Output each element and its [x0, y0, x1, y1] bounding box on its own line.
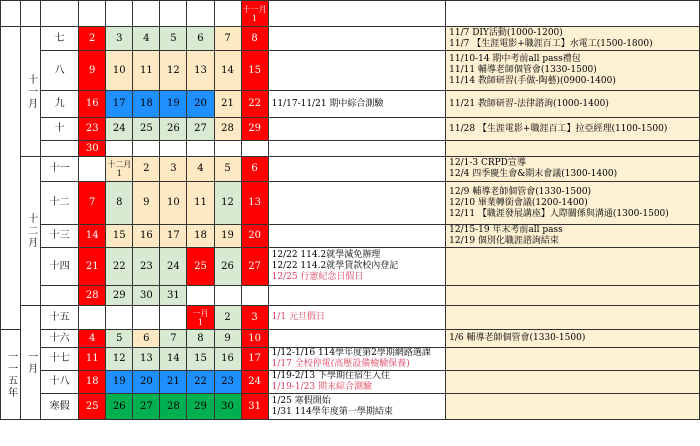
right-notes: [446, 225, 700, 248]
right-note: 12/1-3 CRPD宣導: [449, 158, 526, 168]
right-note: 1/6 輔導老師個管會(1330-1500): [449, 333, 586, 343]
day-cell: 28: [160, 394, 187, 420]
mid-note: 12/22 114.2就學減免辦理: [271, 250, 381, 260]
day-cell: 15: [187, 348, 214, 371]
day-cell: 25: [187, 248, 214, 286]
month-label-dec: 十二月: [21, 157, 41, 306]
right-notes-header: [446, 1, 700, 27]
day-cell: 16: [133, 225, 160, 248]
day-header: [214, 1, 241, 27]
day-cell: 7: [79, 182, 106, 225]
right-note: 11/21 教師研習-法律諮詢(1000-1400): [449, 98, 609, 109]
day-cell: 23: [214, 371, 241, 394]
day-cell: 3: [106, 27, 133, 51]
week-label: 十五: [41, 306, 79, 330]
right-notes: [446, 27, 700, 51]
mid-notes: [268, 248, 446, 286]
right-note: 11/7 【生涯電影+職涯百工】水電工(1500-1800): [449, 38, 653, 49]
year-label: 一一五年: [1, 330, 21, 420]
month-label-jan: 一月: [21, 306, 41, 420]
day-cell: 24: [106, 118, 133, 141]
week-label: 七: [41, 27, 79, 51]
day-cell: 15: [106, 225, 133, 248]
day-cell: [187, 306, 214, 330]
right-note: 12/19 個別化職涯諮詢結束: [449, 236, 559, 246]
week-row: [1, 51, 700, 91]
day-cell: 7: [214, 27, 241, 51]
day-cell: 27: [133, 394, 160, 420]
day-cell: [133, 141, 160, 157]
day-cell: 30: [79, 141, 106, 157]
week-row: [1, 27, 700, 51]
day-cell: 24: [241, 371, 268, 394]
day-cell: 28: [79, 286, 106, 306]
mid-notes: [268, 91, 446, 118]
day-header: [133, 1, 160, 27]
right-note: 12/4 四季慶生會&期末會議(1300-1400): [449, 169, 618, 179]
day-cell: 4: [133, 27, 160, 51]
week-header: [41, 1, 79, 27]
week-label: 十四: [41, 248, 79, 286]
week-row: [1, 118, 700, 141]
day-header: [160, 1, 187, 27]
day-cell: 6: [241, 157, 268, 182]
day-cell: [79, 157, 106, 182]
day-cell: [106, 141, 133, 157]
day-cell: 26: [214, 248, 241, 286]
day-cell: 17: [106, 91, 133, 118]
right-notes: [446, 91, 700, 118]
day-cell: 29: [106, 286, 133, 306]
week-row: [1, 348, 700, 371]
week-row: [1, 91, 700, 118]
day-header: [79, 1, 106, 27]
day-cell: 12: [214, 182, 241, 225]
day-cell: 22: [241, 91, 268, 118]
mid-note: 1/31 114學年度第一學期結束: [271, 406, 393, 417]
right-notes: [446, 157, 700, 182]
day-header: [187, 1, 214, 27]
day-cell: 21: [214, 91, 241, 118]
day-cell: 19: [106, 371, 133, 394]
mid-notes: [268, 330, 446, 348]
day-cell: 8: [187, 330, 214, 348]
day-cell: 20: [133, 371, 160, 394]
day-cell: 11: [187, 182, 214, 225]
day-cell: 12: [106, 348, 133, 371]
day-cell: 25: [79, 394, 106, 420]
day-cell: 16: [79, 91, 106, 118]
day-cell: 3: [160, 157, 187, 182]
day-cell: 8: [106, 182, 133, 225]
day-cell: 6: [133, 330, 160, 348]
right-note: 11/10-14 期中考前all pass禮包: [449, 54, 581, 64]
day-cell: 18: [79, 371, 106, 394]
mid-notes: [268, 182, 446, 225]
marker-day: 1: [252, 13, 258, 23]
mid-notes: [268, 371, 446, 394]
week-label: 十七: [41, 348, 79, 371]
day-cell: 3: [241, 306, 268, 330]
week-label: 十八: [41, 371, 79, 394]
day-cell: [241, 286, 268, 306]
right-notes: [446, 141, 700, 157]
week-row: [1, 371, 700, 394]
day-cell: 14: [160, 348, 187, 371]
right-notes: [446, 306, 700, 330]
mid-note: 1/12-1/16 114學年度第2學期網路選課: [271, 348, 431, 358]
right-notes: [446, 394, 700, 420]
mid-notes: [268, 286, 446, 306]
mid-note: 1/19-1/23 期末綜合測驗: [271, 382, 372, 392]
right-notes: [446, 182, 700, 225]
day-cell: 23: [79, 118, 106, 141]
week-row: [1, 394, 700, 420]
week-label: 十三: [41, 225, 79, 248]
day-cell: 28: [214, 118, 241, 141]
day-cell: [214, 286, 241, 306]
mid-notes: [268, 394, 446, 420]
right-notes: [446, 330, 700, 348]
day-cell: 26: [106, 394, 133, 420]
day-cell: 31: [241, 394, 268, 420]
week-label: 十二: [41, 182, 79, 225]
day-cell: [241, 141, 268, 157]
mid-note: 1/19-2/13 下學期住宿生入住: [271, 371, 390, 381]
day-cell: 12: [160, 51, 187, 91]
day-header: [106, 1, 133, 27]
week-row: [1, 248, 700, 286]
week-row: [1, 157, 700, 182]
mid-notes: [268, 141, 446, 157]
day-cell: 25: [133, 118, 160, 141]
day-cell: 2: [133, 157, 160, 182]
day-cell: 4: [79, 330, 106, 348]
day-cell: 8: [241, 27, 268, 51]
day-cell: 13: [133, 348, 160, 371]
right-note: 12/9 輔導老師個管會(1330-1500): [449, 186, 592, 197]
day-cell: [160, 141, 187, 157]
day-cell: 5: [214, 157, 241, 182]
day-cell: [214, 141, 241, 157]
day-cell: 13: [241, 182, 268, 225]
right-note: 11/28 【生涯電影+職涯百工】拉亞經理(1100-1500): [449, 123, 668, 134]
day-cell: [106, 306, 133, 330]
day-cell: 29: [241, 118, 268, 141]
year-column-blank: [1, 27, 21, 330]
week-row: [1, 141, 700, 157]
day-cell: 9: [214, 330, 241, 348]
day-number: 1: [116, 169, 122, 178]
day-cell: 14: [214, 51, 241, 91]
year-column-spacer: [1, 1, 21, 27]
week-row: [1, 306, 700, 330]
right-notes: [446, 348, 700, 371]
right-notes: [446, 371, 700, 394]
day-cell: [133, 306, 160, 330]
day-month-marker: 十二月: [107, 160, 132, 169]
right-note: 11/14 教師研習(手做-陶藝)(0900-1400): [449, 76, 616, 86]
day-cell: [160, 306, 187, 330]
top-month-marker: [241, 1, 268, 27]
day-cell: 29: [187, 394, 214, 420]
day-cell: 7: [160, 330, 187, 348]
week-row: [1, 330, 700, 348]
day-cell: 30: [214, 394, 241, 420]
month-label-nov: 十一月: [21, 27, 41, 157]
day-cell: 21: [160, 371, 187, 394]
week-row: [1, 182, 700, 225]
mid-note: 12/25 行憲紀念日假日: [271, 272, 364, 282]
day-number: 1: [197, 317, 204, 327]
marker-month: 十一月: [242, 4, 267, 14]
day-cell: 18: [133, 91, 160, 118]
day-cell: [106, 157, 133, 182]
day-cell: 2: [79, 27, 106, 51]
day-cell: 10: [106, 51, 133, 91]
day-cell: 20: [241, 225, 268, 248]
week-label: 十六: [41, 330, 79, 348]
mid-notes: [268, 348, 446, 371]
day-cell: 31: [160, 286, 187, 306]
day-cell: 18: [187, 225, 214, 248]
week-label: [41, 141, 79, 157]
mid-note: 1/17 全校停電(高壓設備檢驗保養): [271, 359, 410, 369]
day-cell: 14: [79, 225, 106, 248]
day-cell: 15: [241, 51, 268, 91]
right-notes: [446, 118, 700, 141]
day-cell: 17: [241, 348, 268, 371]
day-cell: 9: [133, 182, 160, 225]
day-cell: 13: [187, 51, 214, 91]
day-cell: 27: [187, 118, 214, 141]
day-cell: 16: [214, 348, 241, 371]
right-note: 11/11 輔導老師個管會(1330-1500): [449, 65, 597, 75]
day-cell: 2: [214, 306, 241, 330]
day-cell: 6: [187, 27, 214, 51]
week-row: [1, 225, 700, 248]
mid-notes: [268, 225, 446, 248]
day-cell: [79, 306, 106, 330]
day-cell: 5: [106, 330, 133, 348]
day-cell: 10: [160, 182, 187, 225]
day-cell: 9: [79, 51, 106, 91]
right-notes: [446, 51, 700, 91]
day-cell: 10: [241, 330, 268, 348]
week-label: 十一: [41, 157, 79, 182]
week-label: 十: [41, 118, 79, 141]
mid-note: 1/25 寒假開始: [271, 395, 331, 406]
day-cell: 19: [160, 91, 187, 118]
day-cell: 27: [241, 248, 268, 286]
day-cell: 17: [160, 225, 187, 248]
day-cell: 11: [79, 348, 106, 371]
mid-note: 1/1 元旦假日: [271, 312, 325, 322]
mid-notes: [268, 157, 446, 182]
day-cell: 22: [187, 371, 214, 394]
day-cell: 21: [79, 248, 106, 286]
day-cell: 26: [160, 118, 187, 141]
mid-notes: [268, 27, 446, 51]
day-cell: 22: [106, 248, 133, 286]
mid-note: 11/17-11/21 期中綜合測驗: [271, 98, 384, 109]
mid-notes-header: [268, 1, 446, 27]
mid-notes: [268, 306, 446, 330]
day-cell: 11: [133, 51, 160, 91]
mid-notes: [268, 51, 446, 91]
day-cell: 23: [133, 248, 160, 286]
day-cell: [187, 141, 214, 157]
week-label: [41, 286, 79, 306]
day-cell: 19: [214, 225, 241, 248]
right-note: 12/10 畢業轉銜會議(1200-1400): [449, 197, 588, 208]
day-cell: 30: [133, 286, 160, 306]
day-cell: 4: [187, 157, 214, 182]
week-label: 八: [41, 51, 79, 91]
right-notes: [446, 286, 700, 306]
day-cell: 24: [160, 248, 187, 286]
week-label: 寒假: [41, 394, 79, 420]
right-notes: [446, 248, 700, 286]
week-label: 九: [41, 91, 79, 118]
day-cell: [187, 286, 214, 306]
day-cell: 5: [160, 27, 187, 51]
day-cell: 20: [187, 91, 214, 118]
day-month-marker: 一月: [192, 308, 209, 318]
right-note: 11/7 DIY活動(1000-1200): [449, 27, 563, 38]
right-note: 12/11 【職涯發展講座】人際關係與溝通(1300-1500): [449, 208, 669, 219]
right-note: 12/15-19 年末考前all pass: [449, 225, 563, 235]
mid-notes: [268, 118, 446, 141]
mid-note: 12/22 114.2就學貸款校內登記: [271, 261, 399, 271]
month-column-spacer: [21, 1, 41, 27]
week-row: [1, 286, 700, 306]
